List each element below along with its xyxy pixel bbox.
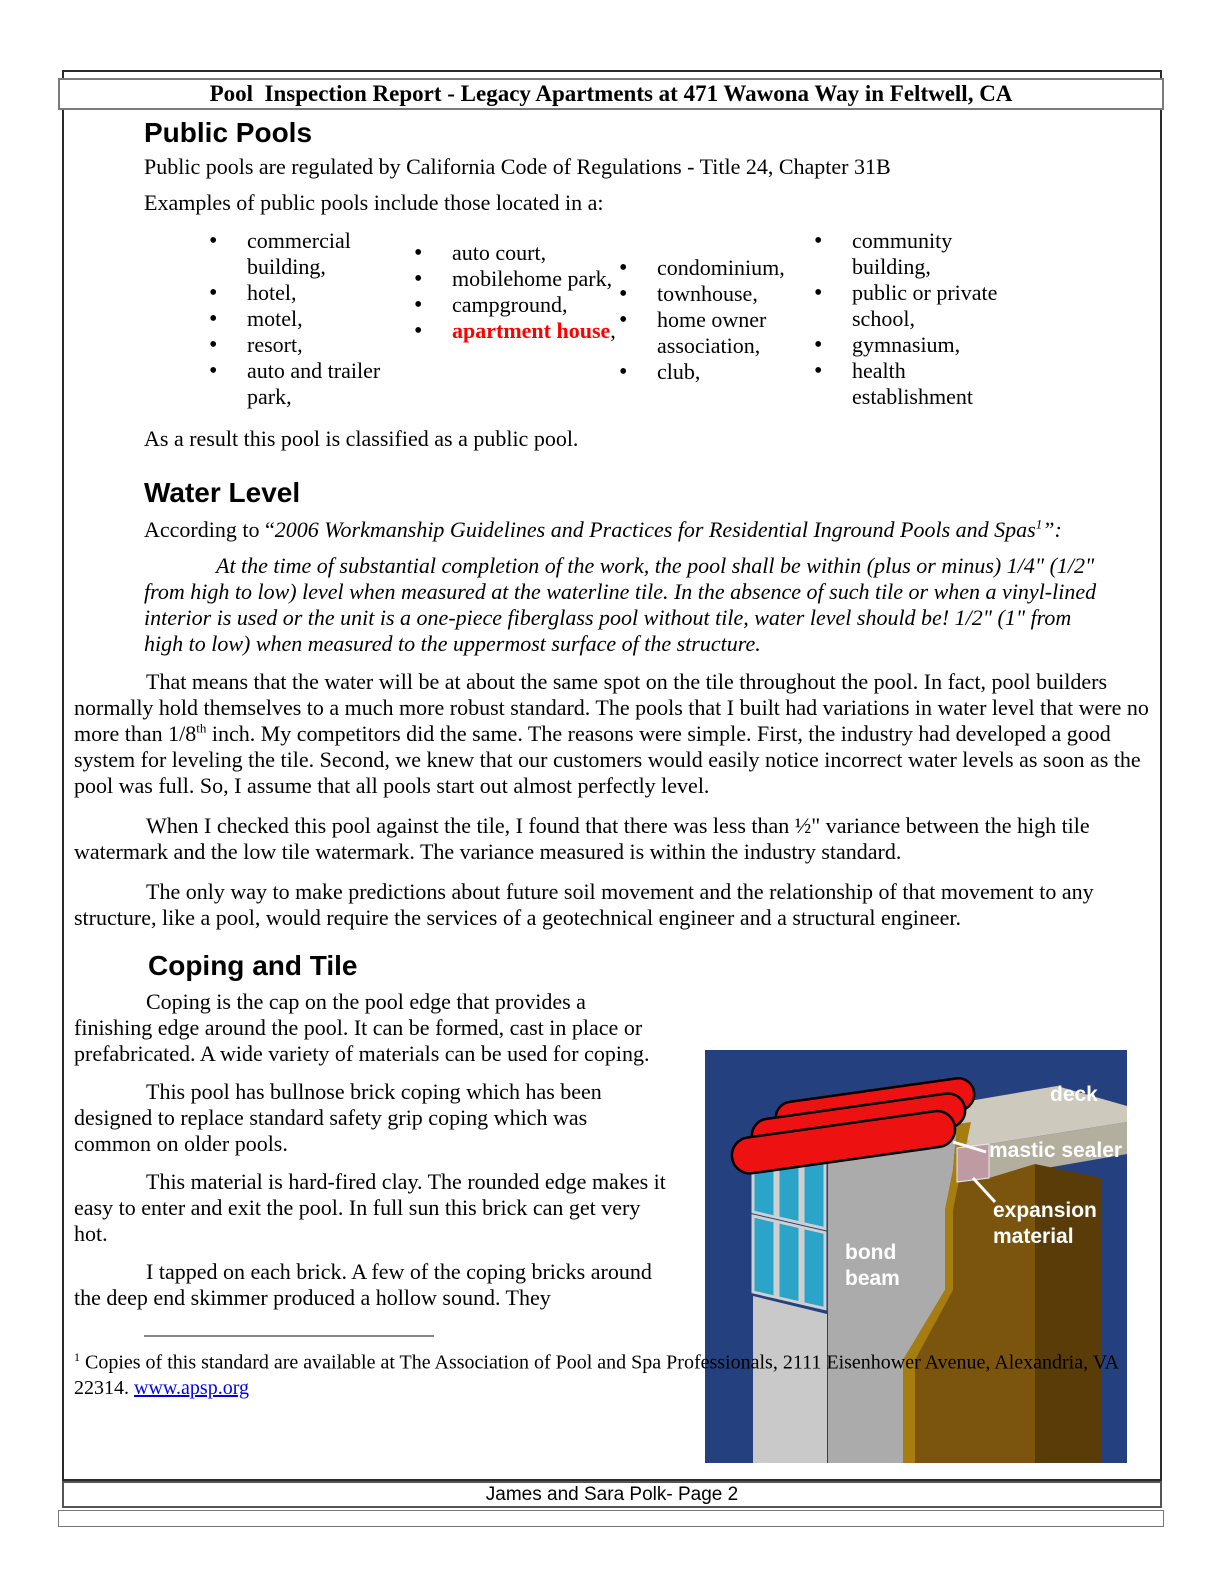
list-item: • gymnasium,: [814, 332, 1009, 358]
bullet-icon: [619, 307, 657, 359]
list-item: • health establishment: [814, 358, 1009, 410]
bullet-icon: [814, 228, 852, 280]
list-item: • auto and trailer park,: [209, 358, 414, 410]
bullet-icon: [814, 332, 852, 358]
standard-title: 2006 Workmanship Guidelines and Practices for Residential Inground Pools and Spas: [274, 517, 1036, 542]
coping-paragraph-4: I tapped on each brick. A few of the coping bricks around the deep end skimmer produced a hollow sound. They: [74, 1259, 652, 1310]
bullet-column-2: [414, 240, 619, 410]
bullet-icon: [619, 255, 657, 281]
water-level-paragraph-2: When I checked this pool against the tile, I found that there was less than ½" variance between the high tile watermark and the low tile watermark. The variance measured is within the industry standard.: [74, 813, 1090, 864]
report-header-box: [58, 78, 1164, 110]
deck-label: deck: [1050, 1083, 1098, 1106]
list-item: • auto court,: [414, 240, 619, 266]
bullet-column-1: [209, 228, 414, 410]
bullet-icon: [209, 306, 247, 332]
bullet-icon: [209, 228, 247, 280]
apsp-link[interactable]: www.apsp.org: [134, 1376, 249, 1399]
according-to-line: According to “2006 Workmanship Guidelines and Practices for Residential Inground Pools and Spas$^1$”:: [144, 516, 1062, 542]
footnote-reference: 1: [1035, 516, 1043, 532]
expansion-material-label: expansion material: [993, 1199, 1097, 1248]
water-level-paragraph-1: That means that the water will be at about the same spot on the tile throughout the pool. In fact, pool builders normally hold themselves to a much more robust standard. The pools that I built had variations in water level that were no more than 1/8th inch. My competitors did the same. The reasons were simple. First, the industry had developed a good system for leveling the tile. Second, we knew that our customers would easily notice incorrect water levels as soon as the pool was full. So, I assume that all pools start out almost perfectly level.: [74, 669, 1149, 798]
list-item: • townhouse,: [619, 281, 814, 307]
water-level-paragraph-3: The only way to make predictions about future soil movement and the relationship of that movement to any structure, like a pool, would require the services of a geotechnical engineer and a structural engineer.: [74, 879, 1094, 930]
bullet-icon: [414, 240, 452, 266]
bullet-icon: [619, 359, 657, 385]
public-pool-classification: As a result this pool is classified as a public pool.: [144, 426, 579, 451]
bullet-icon: [209, 280, 247, 306]
bullet-column-3: [619, 255, 814, 410]
mastic-sealer-label: mastic sealer: [989, 1139, 1123, 1162]
list-item: • mobilehome park,: [414, 266, 619, 292]
bullet-icon: [209, 332, 247, 358]
bullet-icon: [814, 280, 852, 332]
list-item: • campground,: [414, 292, 619, 318]
footnote-marker: 1: [74, 1350, 80, 1364]
list-item: • public or private school,: [814, 280, 1009, 332]
page-body: [62, 70, 1162, 1481]
list-item: • club,: [619, 359, 814, 385]
list-item: • motel,: [209, 306, 414, 332]
apartment-house-highlight: apartment house: [452, 318, 611, 343]
bullet-icon: [414, 318, 452, 344]
coping-paragraph-2: This pool has bullnose brick coping which has been designed to replace standard safety grip coping which was common on older pools.: [74, 1079, 602, 1156]
footer-page-label: James and Sara Polk- Page 2: [485, 1483, 739, 1505]
page-footer: [62, 1481, 1162, 1508]
coping-paragraph-3: This material is hard-fired clay. The rounded edge makes it easy to enter and exit the pool. In full sun this brick can get very hot.: [74, 1169, 666, 1246]
bullet-column-4: [814, 228, 1009, 410]
public-pools-regulation-text: Public pools are regulated by California Code of Regulations - Title 24, Chapter 31B: [144, 154, 891, 179]
report-title: Pool Inspection Report - Legacy Apartments at 471 Wawona Way in Feltwell, CA: [209, 81, 1013, 106]
list-item-apartment-house: • apartment house,: [414, 318, 619, 344]
bullet-icon: [619, 281, 657, 307]
list-item: • hotel,: [209, 280, 414, 306]
list-item: • condominium,: [619, 255, 814, 281]
list-item: • home owner association,: [619, 307, 814, 359]
public-pools-examples-intro: Examples of public pools include those located in a:: [144, 190, 604, 215]
coping-paragraph-1: Coping is the cap on the pool edge that provides a finishing edge around the pool. It can be formed, cast in place or prefabricated. A wide variety of materials can be used for coping.: [74, 989, 650, 1066]
public-pool-examples-list: [209, 228, 1150, 410]
section-heading-coping-and-tile: Coping and Tile: [148, 950, 358, 981]
bond-beam-label: bond beam: [845, 1241, 900, 1290]
section-heading-public-pools: Public Pools: [144, 117, 313, 148]
list-item: • resort,: [209, 332, 414, 358]
mastic-sealer-strip: [957, 1144, 989, 1182]
standard-quote: At the time of substantial completion of the work, the pool shall be within (plus or minus) 1/4" (1/2" from high to low) level when measured at the waterline tile. In the absence of such tile or when a vinyl-lined interior is used or the unit is a one-piece fiberglass pool without tile, water level should be! 1/2" (1" from high to low) when measured to the uppermost surface of the structure.: [144, 553, 1097, 656]
bullet-icon: [414, 266, 452, 292]
footnote: $^1$ Copies of this standard are available at The Association of Pool and Spa Professionals, 2111 Eisenhower Avenue, Alexandria, VA 22314. www.apsp.org: [74, 1350, 1118, 1399]
list-item: • community building,: [814, 228, 1009, 280]
section-heading-water-level: Water Level: [144, 477, 301, 508]
bullet-icon: [414, 292, 452, 318]
footer-empty-box: [58, 1510, 1164, 1527]
bullet-icon: [209, 358, 247, 410]
list-item: • commercial building,: [209, 228, 414, 280]
coping-cross-section-diagram: [705, 1050, 1127, 1463]
bullet-icon: [814, 358, 852, 410]
footnote-separator: [144, 1335, 434, 1337]
ordinal-superscript: th: [196, 720, 207, 736]
